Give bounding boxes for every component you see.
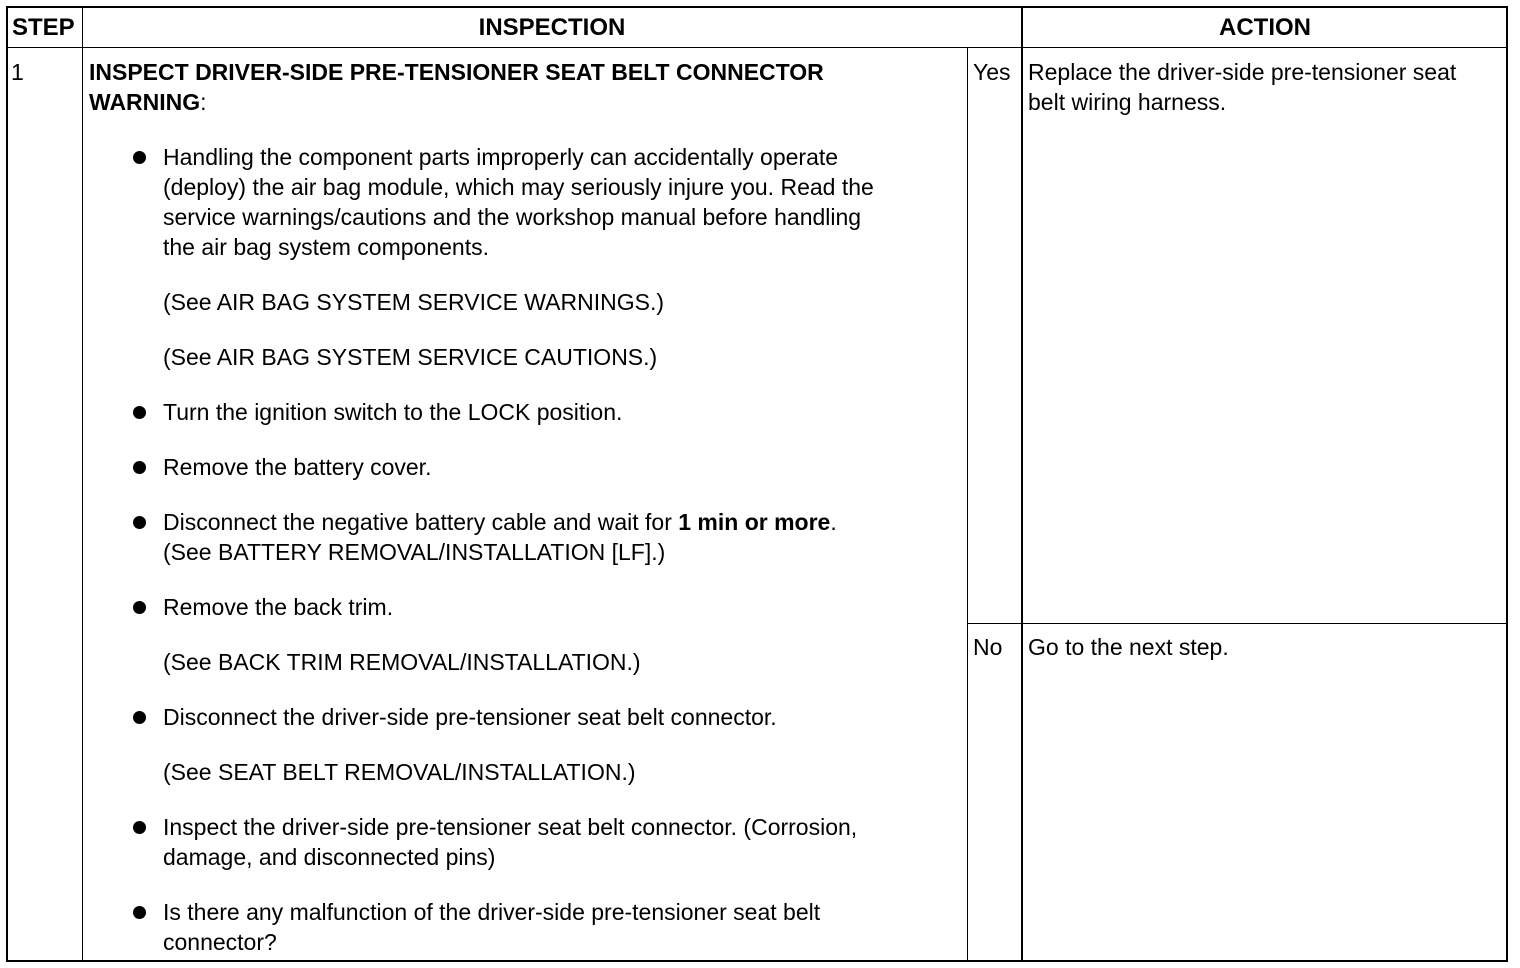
inspection-item-text: Remove the battery cover.: [163, 454, 432, 480]
header-action: ACTION: [1219, 14, 1311, 41]
inspection-item-text: Is there any malfunction of the driver-side pre-tensioner seat belt: [163, 899, 821, 925]
bullet-icon: [133, 151, 146, 164]
warning-heading: [89, 87, 207, 117]
inspection-item-text: Disconnect the driver-side pre-tensioner seat belt connector.: [163, 704, 777, 730]
inspection-item-text: Turn the ignition switch to the LOCK position.: [163, 399, 623, 425]
step-number: 1: [11, 59, 24, 85]
no-action-text: Go to the next step.: [1028, 634, 1229, 660]
yes-no-divider: [967, 623, 1508, 624]
bullet-icon: [133, 406, 146, 419]
column-divider-action: [1021, 6, 1023, 962]
header-divider: [6, 47, 1508, 48]
reference-text: (See BATTERY REMOVAL/INSTALLATION [LF].): [163, 539, 666, 565]
yes-label: Yes: [973, 59, 1011, 85]
item-text-prefix: Disconnect the negative battery cable and wait for: [163, 509, 679, 535]
bullet-icon: [133, 461, 146, 474]
bullet-icon: [133, 516, 146, 529]
inspection-item-text: Remove the back trim.: [163, 594, 394, 620]
header-inspection: INSPECTION: [478, 14, 626, 41]
inspection-title: INSPECT DRIVER-SIDE PRE-TENSIONER SEAT BELT CONNECTOR: [89, 59, 824, 85]
inspection-item-text: (deploy) the air bag module, which may seriously injure you. Read the: [163, 174, 874, 200]
column-divider-step: [82, 6, 83, 962]
inspection-item-text: Handling the component parts improperly can accidentally operate: [163, 144, 839, 170]
reference-text: (See BACK TRIM REMOVAL/INSTALLATION.): [163, 649, 641, 675]
bullet-icon: [133, 711, 146, 724]
reference-text: (See AIR BAG SYSTEM SERVICE WARNINGS.): [163, 289, 665, 315]
inspection-item-text: service warnings/cautions and the workshop manual before handling: [163, 204, 862, 230]
item-text-suffix: .: [830, 509, 837, 535]
warning-label: WARNING: [89, 89, 201, 115]
inspection-item-text: connector?: [163, 929, 277, 955]
inspection-item-text: damage, and disconnected pins): [163, 844, 496, 870]
warning-colon: :: [200, 89, 207, 115]
inspection-item-text: [163, 507, 837, 537]
reference-text: (See AIR BAG SYSTEM SERVICE CAUTIONS.): [163, 344, 658, 370]
yes-action-text: belt wiring harness.: [1028, 89, 1227, 115]
bullet-icon: [133, 821, 146, 834]
header-step: STEP: [12, 14, 75, 41]
column-divider-yesno: [967, 48, 968, 962]
no-label: No: [973, 634, 1003, 660]
yes-action-text: Replace the driver-side pre-tensioner seat: [1028, 59, 1457, 85]
bullet-icon: [133, 601, 146, 614]
bullet-icon: [133, 906, 146, 919]
inspection-item-text: Inspect the driver-side pre-tensioner seat belt connector. (Corrosion,: [163, 814, 858, 840]
reference-text: (See SEAT BELT REMOVAL/INSTALLATION.): [163, 759, 636, 785]
item-text-emphasis: 1 min or more: [678, 509, 831, 535]
inspection-item-text: the air bag system components.: [163, 234, 489, 260]
